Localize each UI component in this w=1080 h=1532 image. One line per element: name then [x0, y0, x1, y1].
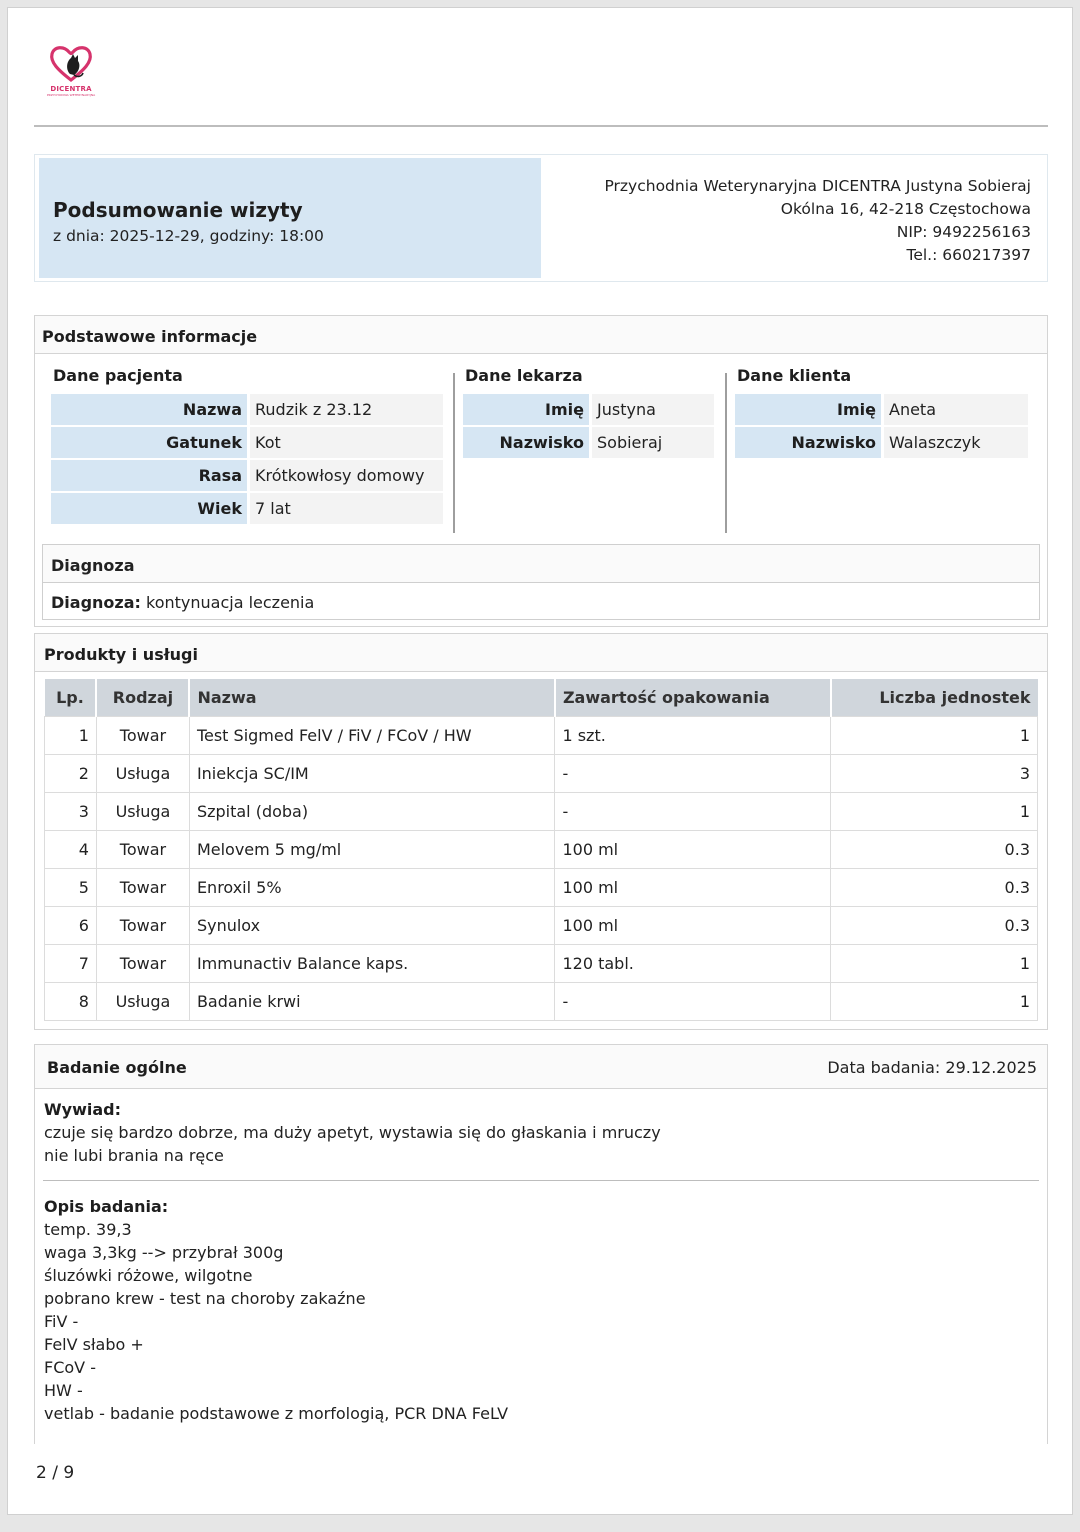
summary-header [34, 154, 1048, 282]
diagnosis-title: Diagnoza [43, 545, 1039, 583]
basic-info-header [35, 316, 1047, 354]
column-divider [453, 373, 455, 533]
exam-description-line: vetlab - badanie podstawowe z morfologią, PCR DNA FeLV [44, 1404, 509, 1423]
exam-description-line: FCoV - [44, 1358, 96, 1377]
products-title: Produkty i usługi [44, 645, 198, 664]
cell-units: 3 [831, 754, 1038, 792]
exam-description-line: FelV słabo + [44, 1335, 144, 1354]
cell-lp: 1 [45, 716, 97, 754]
cell-type: Towar [96, 944, 189, 982]
cell-package: 100 ml [555, 906, 831, 944]
field-label: Imię [735, 394, 881, 425]
cell-name: Melovem 5 mg/ml [189, 830, 555, 868]
cell-units: 1 [831, 944, 1038, 982]
clinic-logo [40, 40, 102, 100]
exam-description-line: FiV - [44, 1312, 79, 1331]
cell-name: Enroxil 5% [189, 868, 555, 906]
cell-package: - [555, 982, 831, 1020]
products-panel [34, 633, 1048, 1030]
exam-date: Data badania: 29.12.2025 [827, 1058, 1037, 1077]
cell-type: Towar [96, 716, 189, 754]
cell-name: Iniekcja SC/IM [189, 754, 555, 792]
exam-description-title: Opis badania: [44, 1197, 169, 1216]
logo-text: DICENTRA [50, 85, 92, 93]
field-value: Aneta [884, 394, 1028, 425]
basic-info-title: Podstawowe informacje [42, 327, 258, 346]
field-label: Nazwisko [735, 427, 881, 458]
cell-name: Test Sigmed FelV / FiV / FCoV / HW [189, 716, 555, 754]
field-value: Sobieraj [592, 427, 714, 458]
exam-description-line: temp. 39,3 [44, 1220, 132, 1239]
field-label: Wiek [51, 493, 247, 524]
patient-row [51, 394, 443, 425]
cell-type: Towar [96, 830, 189, 868]
table-row [45, 906, 1038, 944]
cell-package: 100 ml [555, 868, 831, 906]
table-row [45, 982, 1038, 1020]
field-label: Rasa [51, 460, 247, 491]
heart-cat-icon [40, 40, 102, 86]
clinic-info [604, 175, 1031, 267]
history-line: czuje się bardzo dobrze, ma duży apetyt, wystawia się do głaskania i mruczy [44, 1123, 661, 1142]
patient-row [51, 493, 443, 524]
clinic-name: Przychodnia Weterynaryjna DICENTRA Justyna Sobieraj [604, 177, 1031, 195]
cell-name: Badanie krwi [189, 982, 555, 1020]
cell-units: 0.3 [831, 830, 1038, 868]
cell-lp: 6 [45, 906, 97, 944]
cell-type: Usługa [96, 792, 189, 830]
exam-description-line: HW - [44, 1381, 83, 1400]
clinic-address: Okólna 16, 42-218 Częstochowa [780, 200, 1031, 218]
table-row [45, 944, 1038, 982]
table-row [45, 716, 1038, 754]
exam-header [35, 1045, 1047, 1089]
field-label: Gatunek [51, 427, 247, 458]
patient-row [51, 460, 443, 491]
exam-description-line: pobrano krew - test na choroby zakaźne [44, 1289, 366, 1308]
cell-units: 0.3 [831, 906, 1038, 944]
field-value: Krótkowłosy domowy [250, 460, 443, 491]
exam-title: Badanie ogólne [47, 1058, 187, 1077]
field-value: 7 lat [250, 493, 443, 524]
cell-type: Towar [96, 906, 189, 944]
history-title: Wywiad: [44, 1100, 121, 1119]
summary-title-box [39, 158, 541, 278]
field-label: Imię [463, 394, 589, 425]
products-table [44, 679, 1038, 1021]
diagnosis-label: Diagnoza: [51, 593, 141, 612]
basic-info-panel [34, 315, 1048, 627]
page-title: Podsumowanie wizyty [53, 198, 303, 222]
table-row [45, 754, 1038, 792]
diagnosis-body [43, 583, 1039, 622]
cell-units: 1 [831, 792, 1038, 830]
column-header-type: Rodzaj [96, 679, 189, 716]
client-section-title: Dane klienta [737, 366, 852, 385]
cell-name: Immunactiv Balance kaps. [189, 944, 555, 982]
doctor-row [463, 427, 719, 458]
cell-package: - [555, 754, 831, 792]
logo-subtext: PRZYCHODNIA WETERYNARYJNA [46, 93, 96, 97]
cell-units: 0.3 [831, 868, 1038, 906]
cell-name: Synulox [189, 906, 555, 944]
products-header [35, 634, 1047, 672]
exam-description-line: śluzówki różowe, wilgotne [44, 1266, 253, 1285]
field-label: Nazwisko [463, 427, 589, 458]
cell-type: Towar [96, 868, 189, 906]
doctor-section [463, 366, 719, 460]
cell-package: - [555, 792, 831, 830]
field-value: Rudzik z 23.12 [250, 394, 443, 425]
cell-type: Usługa [96, 754, 189, 792]
table-row [45, 830, 1038, 868]
diagnosis-box [42, 544, 1040, 620]
patient-section [51, 366, 443, 526]
cell-package: 1 szt. [555, 716, 831, 754]
cell-package: 100 ml [555, 830, 831, 868]
column-header-name: Nazwa [189, 679, 555, 716]
page-counter: 2 / 9 [36, 1463, 75, 1483]
doctor-row [463, 394, 719, 425]
diagnosis-value: kontynuacja leczenia [146, 593, 315, 612]
column-header-package: Zawartość opakowania [555, 679, 831, 716]
field-value: Justyna [592, 394, 714, 425]
cell-name: Szpital (doba) [189, 792, 555, 830]
table-row [45, 868, 1038, 906]
column-header-units: Liczba jednostek [831, 679, 1038, 716]
field-label: Nazwa [51, 394, 247, 425]
field-value: Walaszczyk [884, 427, 1028, 458]
table-header-row [45, 679, 1038, 716]
field-value: Kot [250, 427, 443, 458]
client-section [735, 366, 1035, 460]
clinic-nip: NIP: 9492256163 [896, 223, 1031, 241]
history-line: nie lubi brania na ręce [44, 1146, 224, 1165]
cell-lp: 8 [45, 982, 97, 1020]
client-row [735, 394, 1035, 425]
exam-description-section [35, 1181, 1047, 1425]
visit-date: z dnia: 2025-12-29, godziny: 18:00 [53, 227, 324, 245]
cell-package: 120 tabl. [555, 944, 831, 982]
cell-lp: 7 [45, 944, 97, 982]
header-divider [34, 125, 1048, 127]
cell-lp: 5 [45, 868, 97, 906]
history-section [35, 1089, 1047, 1167]
exam-description-line: waga 3,3kg --> przybrał 300g [44, 1243, 284, 1262]
cell-units: 1 [831, 982, 1038, 1020]
doctor-section-title: Dane lekarza [465, 366, 583, 385]
cell-units: 1 [831, 716, 1038, 754]
cell-type: Usługa [96, 982, 189, 1020]
table-row [45, 792, 1038, 830]
cell-lp: 2 [45, 754, 97, 792]
document-page [7, 7, 1073, 1515]
patient-section-title: Dane pacjenta [53, 366, 183, 385]
column-header-lp: Lp. [45, 679, 97, 716]
general-exam-panel [34, 1044, 1048, 1444]
column-divider [725, 373, 727, 533]
clinic-phone: Tel.: 660217397 [906, 246, 1031, 264]
patient-row [51, 427, 443, 458]
client-row [735, 427, 1035, 458]
cell-lp: 4 [45, 830, 97, 868]
cell-lp: 3 [45, 792, 97, 830]
